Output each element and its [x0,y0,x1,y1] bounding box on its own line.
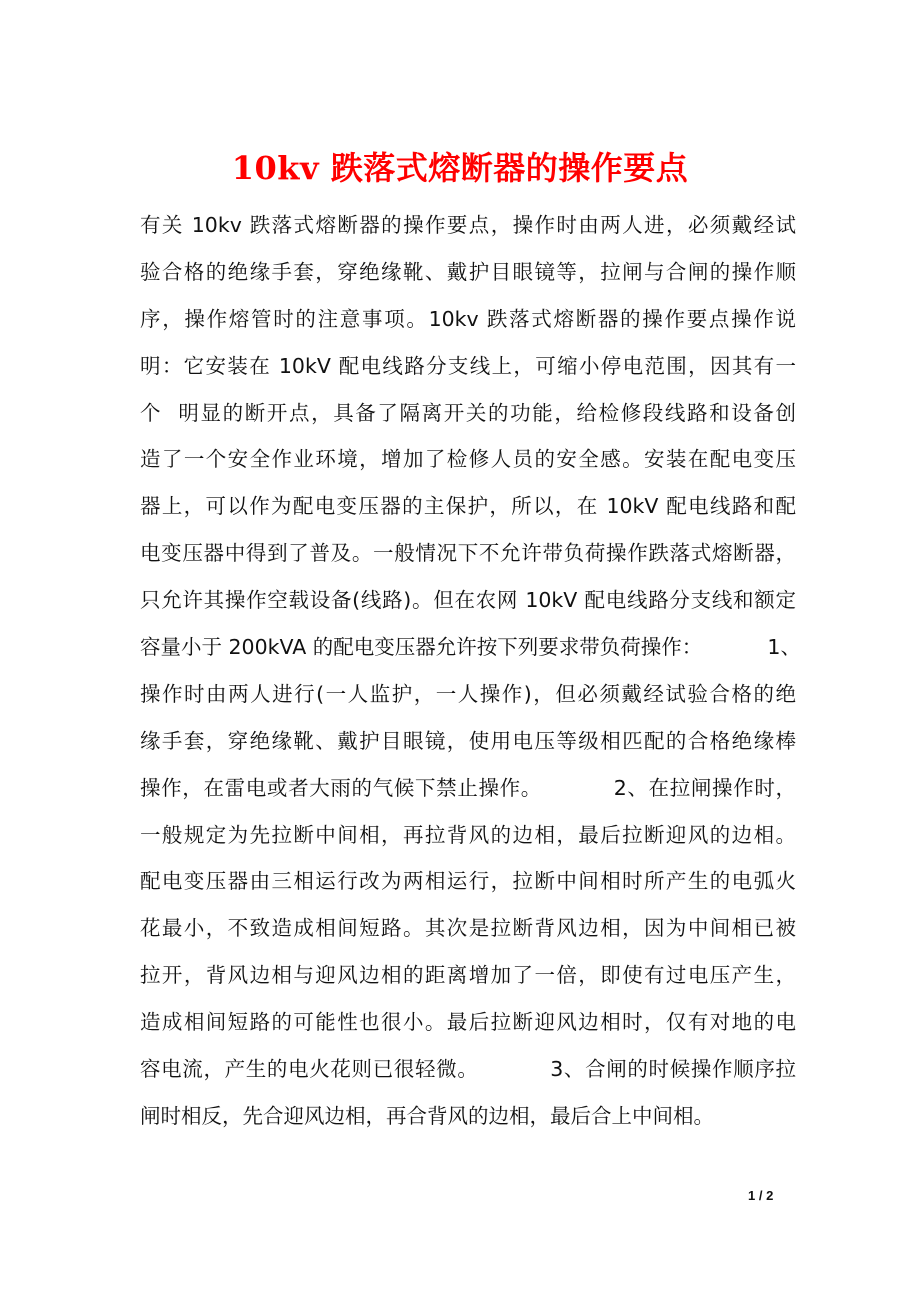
paragraph-line: 电变压器中得到了普及。一般情况下不允许带负荷操作跌落式熔断器， [140,541,796,566]
paragraph-line: 器上，可以作为配电变压器的主保护，所以，在 10kV 配电线路和配 [140,494,796,519]
paragraph-line: 验合格的绝缘手套，穿绝缘靴、戴护目眼镜等，拉闸与合闸的操作顺 [140,259,796,284]
paragraph-line: 缘手套，穿绝缘靴、戴护目眼镜，使用电压等级相匹配的合格绝缘棒 [140,728,796,753]
paragraph-line: 容电流，产生的电火花则已很轻微。 3、合闸的时候操作顺序拉 [140,1057,796,1082]
paragraph-line: 容量小于 200kVA 的配电变压器允许按下列要求带负荷操作： 1、 [140,635,801,660]
paragraph-line: 个 明显的断开点，具备了隔离开关的功能，给检修段线路和设备创 [140,400,796,425]
paragraph-line: 造成相间短路的可能性也很小。最后拉断迎风边相时，仅有对地的电 [140,1010,796,1035]
paragraph-line: 明：它安装在 10kV 配电线路分支线上，可缩小停电范围，因其有一 [140,353,796,378]
paragraph-line: 序，操作熔管时的注意事项。10kv 跌落式熔断器的操作要点操作说 [140,306,796,331]
paragraph-line: 有关 10kv 跌落式熔断器的操作要点，操作时由两人进，必须戴经试 [140,213,796,237]
page-number: 1 / 2 [748,1188,774,1203]
paragraph-line: 拉开，背风边相与迎风边相的距离增加了一倍，即使有过电压产生， [140,963,796,988]
paragraph-line: 只允许其操作空载设备(线路)。但在农网 10kV 配电线路分支线和额定 [140,588,796,613]
paragraph-line: 花最小，不致造成相间短路。其次是拉断背风边相，因为中间相已被 [140,916,796,941]
paragraph-line: 闸时相反，先合迎风边相，再合背风的边相，最后合上中间相。 [140,1103,714,1128]
paragraph-line: 操作，在雷电或者大雨的气候下禁止操作。 2、在拉闸操作时， [140,775,796,800]
document-title: 10kv 跌落式熔断器的操作要点 [231,149,689,187]
paragraph-line: 配电变压器由三相运行改为两相运行，拉断中间相时所产生的电弧火 [140,869,796,894]
document-body [140,202,801,1140]
paragraph-line: 一般规定为先拉断中间相，再拉背风的边相，最后拉断迎风的边相。 [140,822,796,847]
paragraph-line: 造了一个安全作业环境，增加了检修人员的安全感。安装在配电变压 [140,447,796,472]
paragraph-line: 操作时由两人进行(一人监护，一人操作)，但必须戴经试验合格的绝 [140,681,796,706]
